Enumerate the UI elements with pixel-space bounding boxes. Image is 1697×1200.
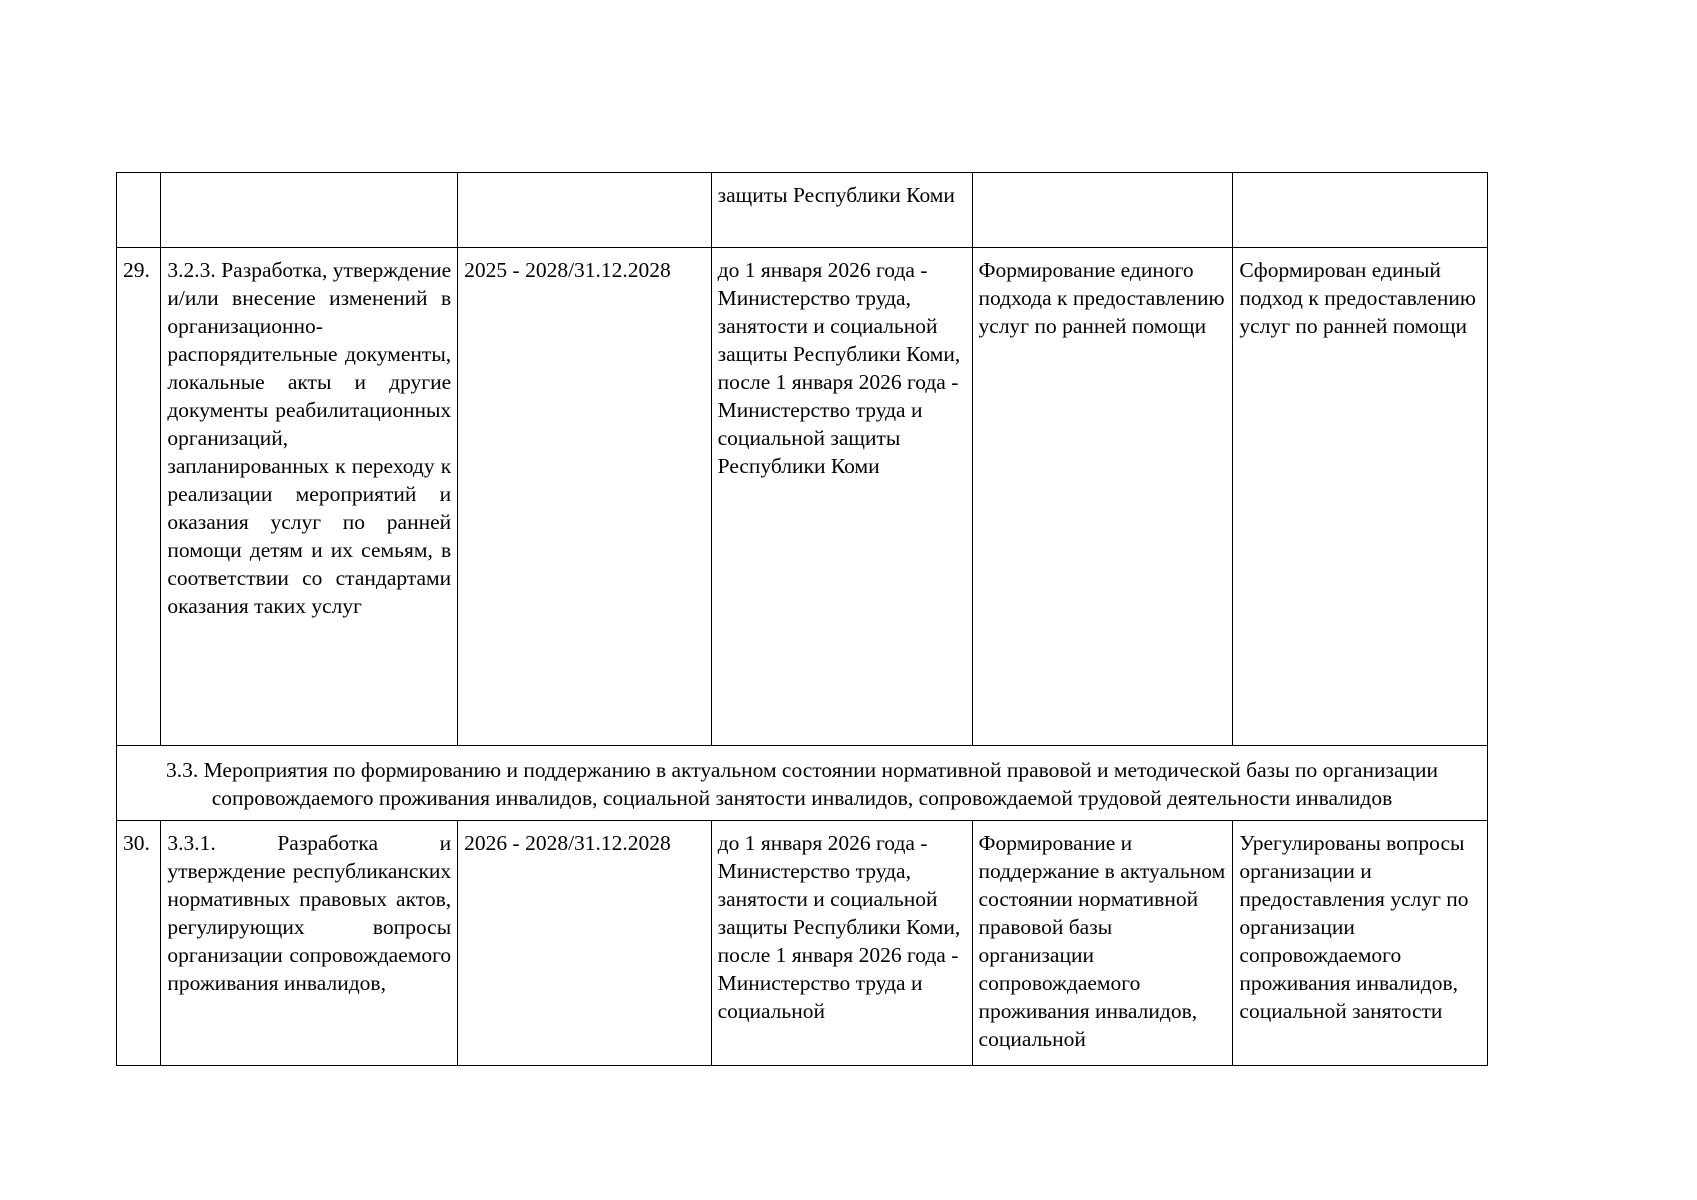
cell-indicator: Сформирован единый подход к предоставлению услуг по ранней помощи xyxy=(1233,248,1488,746)
cell-executor: до 1 января 2026 года - Министерство труда, занятости и социальной защиты Республики Коми, после 1 января 2026 года - Министерство труда и социальной защиты Республики Коми xyxy=(711,248,972,746)
table-row-continuation xyxy=(117,173,1488,248)
cell-term: 2026 - 2028/31.12.2028 xyxy=(458,821,711,1066)
cell-name: 3.3.1. Разработка и утверждение республиканских нормативных правовых актов, регулирующих вопросы организации сопровождаемого проживания инвалидов, xyxy=(161,821,458,1066)
cell-name: 3.2.3. Разработка, утверждение и/или внесение изменений в организационно-распорядительные документы, локальные акты и другие документы реабилитационных организаций, запланированных к переходу к реализации мероприятий и оказания услуг по ранней помощи детям и их семьям, в соответствии со стандартами оказания таких услуг xyxy=(161,248,458,746)
cell-term: 2025 - 2028/31.12.2028 xyxy=(458,248,711,746)
cell-num xyxy=(117,173,161,248)
section-title: 3.3. Мероприятия по формированию и поддержанию в актуальном состоянии нормативной правовой и методической базы по организации сопровождаемого проживания инвалидов, социальной занятости инвалидов, сопровождаемой трудовой деятельности инвалидов xyxy=(117,746,1488,821)
measures-table xyxy=(116,172,1488,1066)
cell-executor: защиты Республики Коми xyxy=(711,173,972,248)
cell-num: 29. xyxy=(117,248,161,746)
cell-term xyxy=(458,173,711,248)
cell-result: Формирование единого подхода к предоставлению услуг по ранней помощи xyxy=(972,248,1233,746)
table-row-29 xyxy=(117,248,1488,746)
cell-indicator: Урегулированы вопросы организации и предоставления услуг по организации сопровождаемого проживания инвалидов, социальной занятости xyxy=(1233,821,1488,1066)
cell-result: Формирование и поддержание в актуальном состоянии нормативной правовой базы организации сопровождаемого проживания инвалидов, социальной xyxy=(972,821,1233,1066)
table-row-30 xyxy=(117,821,1488,1066)
cell-name xyxy=(161,173,458,248)
section-row-3-3 xyxy=(117,746,1488,821)
cell-executor: до 1 января 2026 года - Министерство труда, занятости и социальной защиты Республики Коми, после 1 января 2026 года - Министерство труда и социальной xyxy=(711,821,972,1066)
cell-num: 30. xyxy=(117,821,161,1066)
cell-indicator xyxy=(1233,173,1488,248)
cell-result xyxy=(972,173,1233,248)
